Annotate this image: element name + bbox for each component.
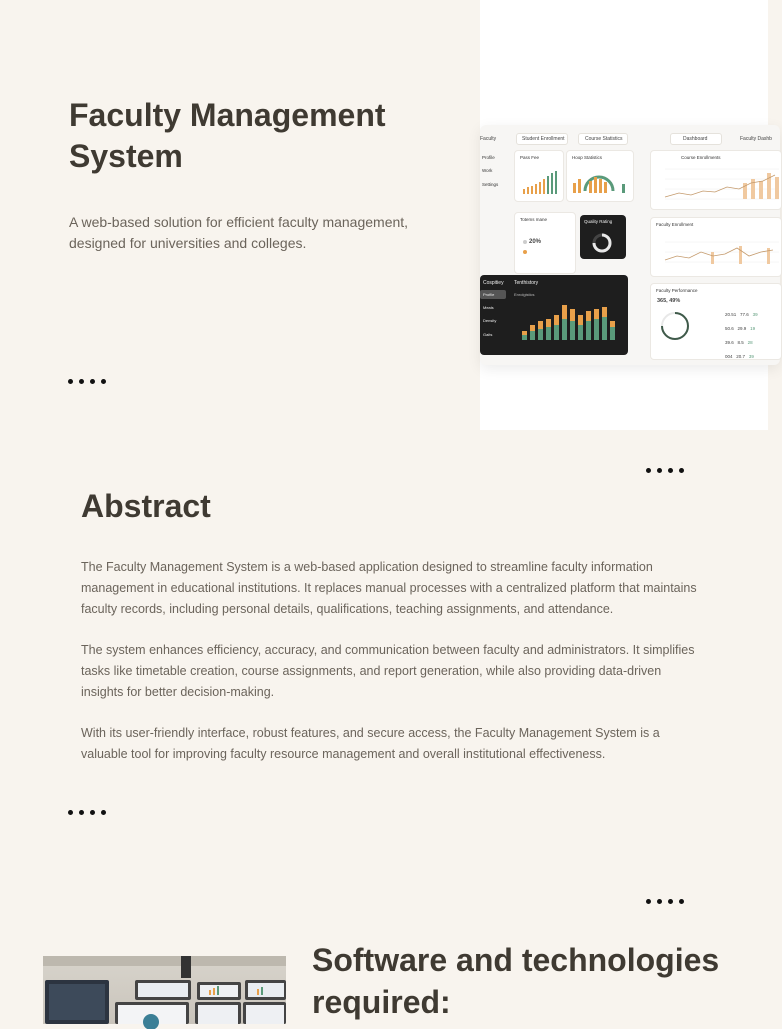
progress-ring-icon [657, 308, 697, 348]
abstract-paragraph-2: The system enhances efficiency, accuracy, and communication between faculty and administrators. It simplifies tasks like timetable creation, course assignments, and report generation, while also providing data-driven insights for better decision-making. [81, 643, 695, 699]
stacked-bar-chart-icon [480, 275, 628, 355]
faculty-enrollment-card: Faculty Enrollment [650, 217, 782, 277]
line-chart-icon [651, 218, 781, 276]
decorative-dots [68, 810, 106, 815]
abstract-paragraph-1: The Faculty Management System is a web-based application designed to streamline faculty information management in educational institutions. It replaces manual processes with a centralized platform that maintains faculty records, including personal details, qualifications, teaching assignments, and attendance. [81, 560, 697, 616]
side-item: Work [482, 168, 493, 173]
tenthistory-card: Cospitiey Tenthistory Enrolgistics Profile Meals Density Gaits [480, 275, 628, 355]
performance-table: 20.51 77.6 39 50.6 29.9 19 39.6 8.5 28 004 20.7 39 [725, 312, 758, 359]
side-item: Settings [482, 182, 499, 187]
pass-fee-card: Pass Fee [514, 150, 564, 202]
status-dot-icon [523, 250, 527, 254]
bar-chart-icon [515, 151, 563, 201]
course-enrollments-card: Course Enrollments [650, 150, 782, 210]
page-subtitle: A web-based solution for efficient faculty management, designed for universities and colleges. [69, 214, 409, 251]
performance-value: 365, 49% [657, 298, 681, 304]
software-heading: Software and technologies required: [312, 942, 720, 1020]
nav-item: Faculty [480, 136, 497, 142]
line-chart-icon [651, 151, 781, 209]
abstract-paragraph-3: With its user-friendly interface, robust features, and secure access, the Faculty Management System is a valuable tool for improving faculty resource management and overall institutional effectiveness. [81, 726, 660, 761]
abstract-heading: Abstract [81, 488, 211, 524]
status-dot-icon [523, 240, 527, 244]
monitors-illustration-icon [43, 956, 286, 1024]
dashboard-image [480, 0, 772, 430]
nav-item: Dashboard [683, 136, 708, 142]
side-item: Profile [482, 155, 495, 160]
nav-item: Course Statistics [585, 136, 623, 142]
decorative-dots [646, 468, 684, 473]
workstation-image [43, 956, 286, 1024]
quality-rating-card: Quality Rating [580, 215, 626, 259]
donut-chart-icon [580, 215, 626, 259]
nav-item: Student Enrollment [522, 136, 565, 142]
page-title: Faculty Management System [69, 97, 386, 174]
dashboard-mock [480, 125, 780, 365]
gauge-chart-icon [567, 151, 633, 201]
hoop-statistics-card: Hoop Statistics [566, 150, 634, 202]
nav-item: Faculty Dashb [740, 136, 772, 142]
decorative-dots [646, 899, 684, 904]
totems-card: Totems mane 20% [514, 212, 576, 274]
totems-value: 20% [529, 239, 542, 245]
decorative-dots [68, 379, 106, 384]
faculty-performance-card: Faculty Performance 365, 49% 20.51 77.6 39 50.6 29.9 19 39.6 8.5 28 004 20.7 39 [650, 283, 782, 360]
title-slide [0, 0, 772, 430]
